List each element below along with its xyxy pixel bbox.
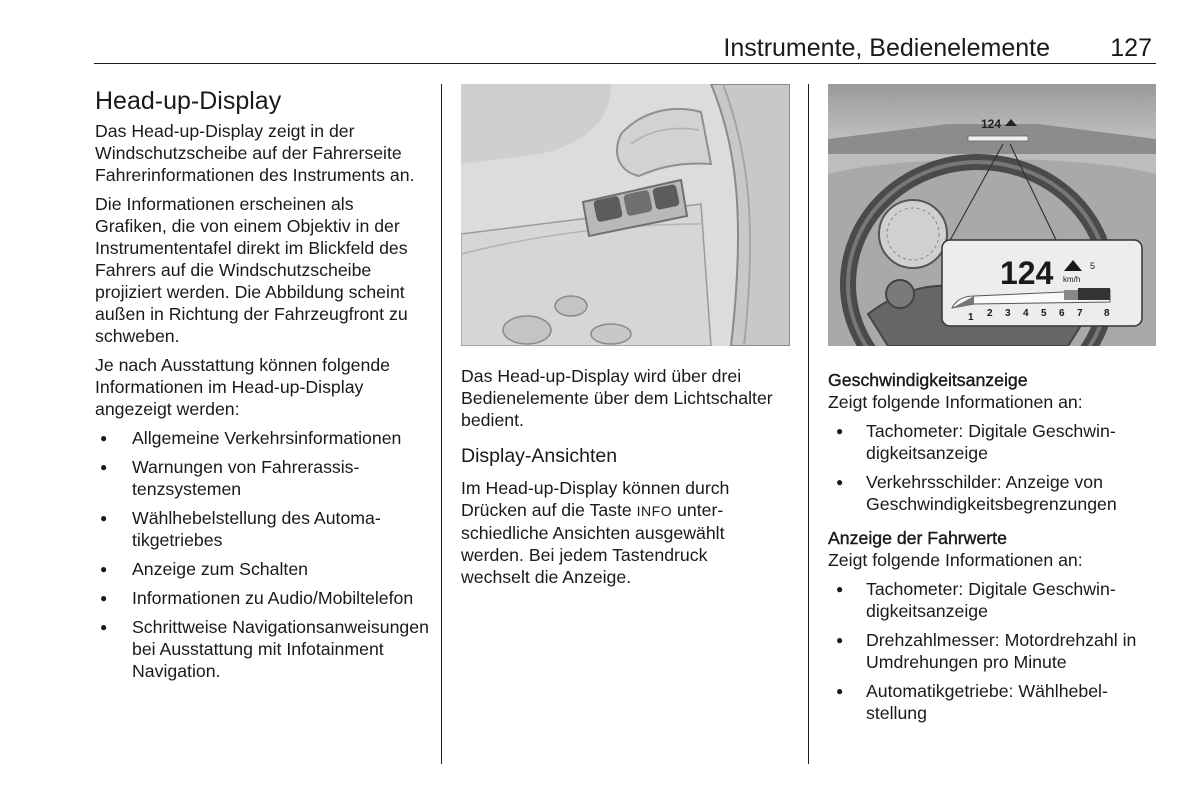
list-item: ● Drehzahlmesser: Motordrehzahl in Umdrehungen pro Minute: [828, 629, 1158, 673]
paragraph-projection: Die Informationen erscheinen als Grafiken, die von einem Objektiv in der Instrumententafel direkt im Blickfeld des Fahrers auf die Windschutzscheibe projiziert werden. Die Abbildung scheint außen in Richtung der Fahrzeugfront zu schweben.: [95, 194, 408, 346]
info-list: [95, 427, 430, 682]
page-number: 127: [1110, 34, 1152, 62]
paragraph-text-post: unterschiedliche Ansichten ausgewählt werden. Bei jedem Tastendruck wechselt die Anzeige.: [461, 500, 725, 587]
column-3: [828, 369, 1158, 731]
column-2: [461, 365, 781, 595]
list-item: ● Wählhebelstellung des Automatikgetriebes: [95, 507, 430, 551]
column-divider-2: [808, 84, 809, 764]
list-item: ● Tachometer: Digitale Geschwindigkeitsanzeige: [828, 578, 1158, 622]
section-heading: Head-up-Display: [95, 87, 282, 115]
figure-caption: Das Head-up-Display wird über drei Bedienelemente über dem Lichtschalter bedient.: [461, 366, 773, 430]
list-item: ● Schrittweise Navigationsanweisungen bei Ausstattung mit Infotainment Navigation.: [95, 616, 430, 682]
paragraph-info-list-intro: Je nach Ausstattung können folgende Informationen im Head-up-Display angezeigt werden:: [95, 355, 391, 419]
hud-scale-3: 3: [1005, 308, 1011, 319]
driving-values-list: [828, 578, 1158, 724]
hud-scale-4: 4: [1023, 308, 1029, 319]
svg-text:124: 124: [981, 117, 1002, 131]
hud-gear: 5: [1090, 261, 1096, 271]
hud-scale-1: 1: [968, 312, 974, 323]
list-item: ● Anzeige zum Schalten: [95, 558, 430, 580]
paragraph-display-views: [461, 477, 781, 588]
speed-display-heading: Geschwindigkeitsanzeige: [828, 370, 1028, 390]
header-rule: [94, 63, 1156, 64]
hud-illustration: [828, 84, 1156, 346]
hud-scale-2: 2: [987, 308, 993, 319]
hud-speed-unit: km/h: [1063, 275, 1081, 284]
info-key-label: INFO: [636, 503, 673, 519]
list-item: ● Tachometer: Digitale Geschwindigkeitsanzeige: [828, 420, 1158, 464]
subsection-heading: Display-Ansichten: [461, 445, 618, 467]
running-title: Instrumente, Bedienelemente: [723, 34, 1050, 62]
list-item: ● Allgemeine Verkehrsinformationen: [95, 427, 430, 449]
hud-scale-8: 8: [1104, 308, 1110, 319]
list-item: ● Informationen zu Audio/Mobiltelefon: [95, 587, 430, 609]
controls-illustration: [461, 84, 790, 346]
hud-scale-7: 7: [1077, 308, 1083, 319]
paragraph-text-pre: Im Head-up-Display können durch Drücken auf die Taste: [461, 478, 730, 520]
hud-scale-5: 5: [1041, 308, 1047, 319]
speed-display-intro: Zeigt folgende Informationen an:: [828, 392, 1083, 412]
list-item: ● Verkehrsschilder: Anzeige von Geschwindigkeitsbegrenzungen: [828, 471, 1158, 515]
paragraph-intro: Das Head-up-Display zeigt in der Windschutzscheibe auf der Fahrerseite Fahrerinformationen des Instruments an.: [95, 121, 415, 185]
speed-display-list: [828, 420, 1158, 515]
driving-values-intro: Zeigt folgende Informationen an:: [828, 550, 1083, 570]
page-header: [0, 0, 1200, 66]
driving-values-heading: Anzeige der Fahrwerte: [828, 528, 1007, 548]
driving-values-block: [828, 527, 1158, 724]
hud-scale-6: 6: [1059, 308, 1065, 319]
list-item: ● Warnungen von Fahrerassistenzsystemen: [95, 456, 430, 500]
hud-speed-value: 124: [1000, 255, 1054, 291]
column-divider-1: [441, 84, 442, 764]
list-item: ● Automatikgetriebe: Wählhebelstellung: [828, 680, 1158, 724]
column-1: [95, 86, 430, 689]
